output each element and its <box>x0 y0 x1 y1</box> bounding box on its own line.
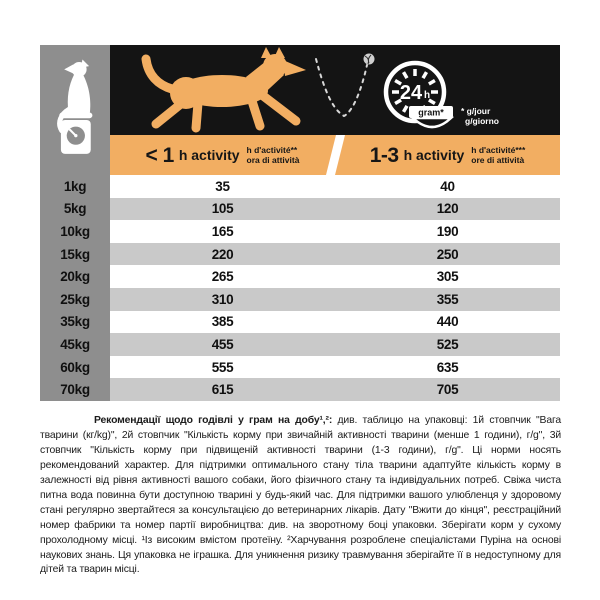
value-low: 165 <box>211 223 234 239</box>
dog-on-scale-icon <box>40 45 110 175</box>
table-row <box>110 288 560 311</box>
value-high: 440 <box>436 314 459 330</box>
weight-label: 45kg <box>60 336 90 352</box>
table-row <box>110 243 560 266</box>
column-header-low-activity <box>110 135 335 175</box>
clock-value: 24 <box>399 82 423 104</box>
ball-trajectory-icon <box>316 54 375 117</box>
table-row <box>110 356 560 379</box>
clock-24h-icon <box>386 63 499 127</box>
high-activity-suffix: h activity <box>403 147 465 163</box>
high-activity-amount: 1-3 <box>369 143 399 167</box>
table-row <box>110 311 560 334</box>
table-row <box>110 333 560 356</box>
weight-label: 20kg <box>60 269 90 285</box>
footnote-lead: Рекомендації щодо годівлі у грам на добу¹,²: <box>94 415 333 427</box>
column-header-high-activity <box>335 135 560 175</box>
table-row <box>110 265 560 288</box>
value-high: 305 <box>436 269 459 285</box>
value-high: 120 <box>436 201 459 217</box>
weight-column <box>40 45 110 401</box>
high-activity-translations <box>471 145 525 165</box>
low-activity-sub-fr: h d'activité** <box>246 145 298 155</box>
value-high: 355 <box>436 291 459 307</box>
weight-labels <box>40 175 110 401</box>
table-row <box>110 378 560 401</box>
table-row <box>110 220 560 243</box>
dog-on-scale-graphic <box>46 54 104 166</box>
weight-label: 1kg <box>63 178 87 194</box>
table-row <box>110 175 560 198</box>
value-high: 635 <box>436 359 459 375</box>
low-activity-amount: < 1 <box>145 143 174 167</box>
value-low: 385 <box>211 314 234 330</box>
clock-unit: h <box>424 90 431 101</box>
weight-label: 60kg <box>60 359 90 375</box>
value-low: 220 <box>211 246 234 262</box>
activity-header-band <box>110 135 560 175</box>
table-rows <box>110 175 560 401</box>
value-high: 190 <box>436 223 459 239</box>
low-activity-translations <box>247 145 300 165</box>
value-high: 250 <box>436 246 459 262</box>
value-low: 105 <box>211 201 234 217</box>
footnote-body: див. таблицю на упаковці: 1й стовпчик "Вага тварини (кг/kg)", 2й стовпчик "Кількість корму при звичайній активності тварини (менше 1 години), г/g", 3й стовпчик "Кількість корму при підвищеній активності тварини (1-3 години), г/g". Ці норми носять рекомендований характер. Для підтримки оптимального стану тіла тварини адаптуйте кількість корму в залежності від рівня активності вашого собаки, його фізичного стану та індивідуальних потреб. Свіжа чиста питна вода повинна бути доступною тварині у будь-який час. Для підтримки вашого улюбленця у здоровому стані регулярно звертайтеся за консультацією до ветеринарних лікарів. Дату "Вжити до кінця", реєстраційний номер фабрики та номер партії виробництва: див. на зворотному боці упаковки. Зберігати корм у сухому прохолодному місці. ¹Із високим вмістом протеїну. ²Харчування розроблене спеціалістами Пуріна на основі наукових знань. Ця упаковка не іграшка. Для уникнення ризику травмування зберігайте її в недоступному для дітей та тварин місці. <box>40 415 561 576</box>
weight-label: 15kg <box>60 246 90 262</box>
table-row <box>110 198 560 221</box>
bowl-label: gram* <box>418 107 444 118</box>
value-low: 615 <box>211 382 234 398</box>
value-low: 35 <box>215 178 230 194</box>
weight-label: 25kg <box>60 291 90 307</box>
gram-bowl-icon <box>409 106 453 127</box>
value-high: 525 <box>436 336 459 352</box>
weight-label: 5kg <box>63 201 87 217</box>
weight-label: 70kg <box>60 382 90 398</box>
value-high: 705 <box>436 382 459 398</box>
unit-note-line2: g/giorno <box>465 116 499 126</box>
high-activity-sub-fr: h d'activité*** <box>471 145 526 155</box>
value-low: 555 <box>211 359 234 375</box>
unit-note-line1: * g/jour <box>461 106 491 116</box>
hero-banner <box>110 45 560 135</box>
value-low: 455 <box>211 336 234 352</box>
high-activity-sub-it: ore di attività <box>471 155 525 165</box>
weight-label: 35kg <box>60 314 90 330</box>
weight-label: 10kg <box>60 223 90 239</box>
low-activity-sub-it: ora di attività <box>246 155 300 165</box>
running-dog-icon <box>146 47 306 128</box>
low-activity-suffix: h activity <box>178 147 240 163</box>
value-low: 310 <box>211 291 234 307</box>
feeding-recommendations-text <box>40 414 561 578</box>
value-low: 265 <box>211 269 234 285</box>
table-main <box>110 45 560 401</box>
hero-graphics <box>110 45 560 135</box>
feeding-table <box>40 45 560 401</box>
value-high: 40 <box>440 178 455 194</box>
